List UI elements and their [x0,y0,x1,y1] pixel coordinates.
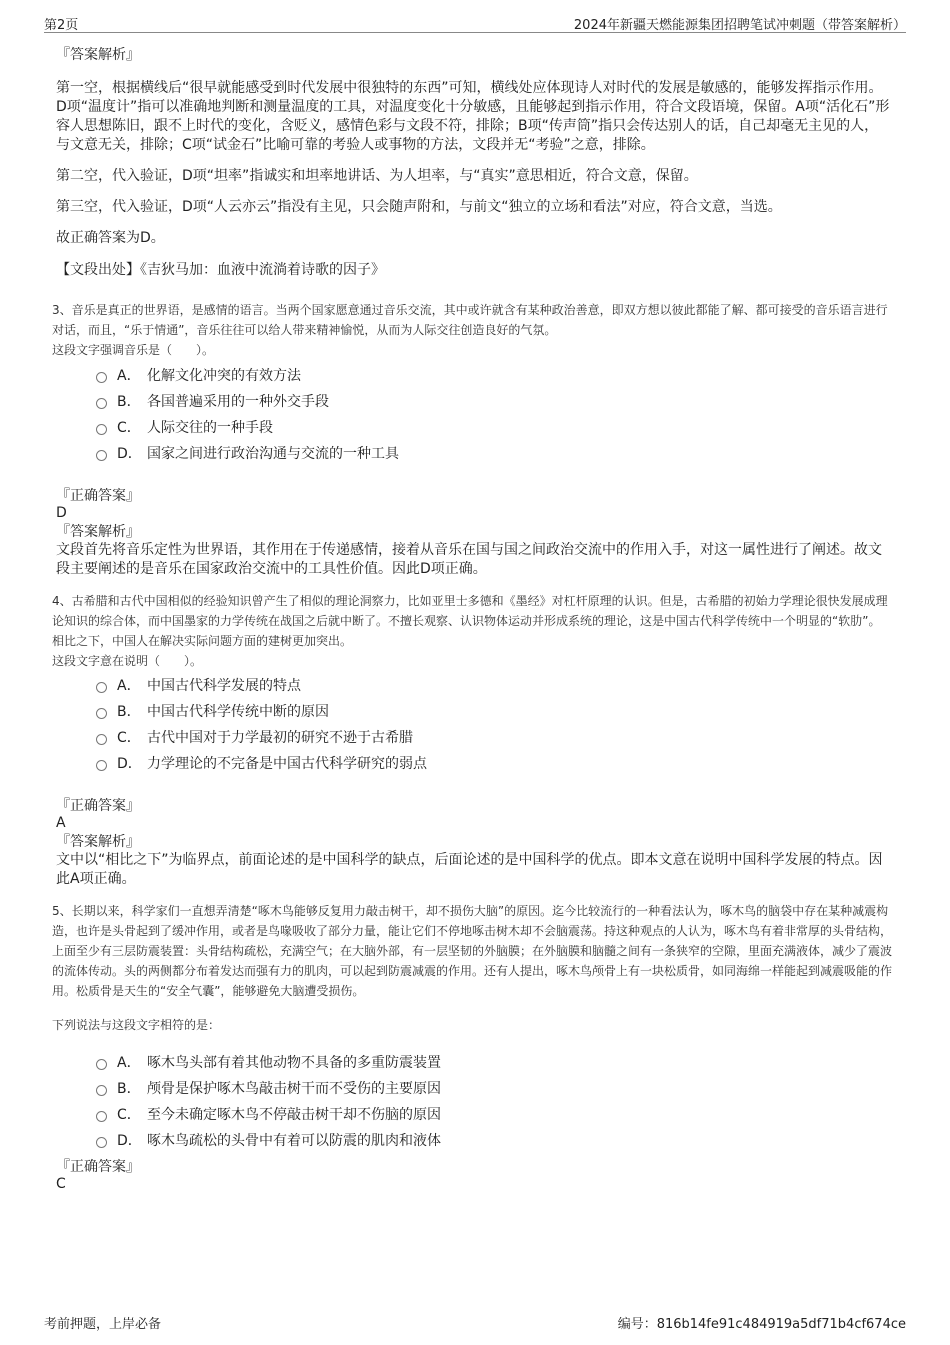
radio-icon[interactable] [96,1059,107,1070]
question-4 [52,591,892,889]
q5-option-d[interactable]: D． 啄木鸟疏松的头骨中有着可以防震的肌肉和液体 [96,1127,892,1153]
radio-icon[interactable] [96,1085,107,1096]
radio-icon[interactable] [96,1111,107,1122]
q5-answer: C [56,1176,66,1192]
q3-answer-tag: 『正确答案』 [56,488,140,504]
q2-source: 【文段出处】《吉狄马加：血液中流淌着诗歌的因子》 [56,262,385,278]
q4-answer: A [56,815,66,831]
main-content [52,46,893,1193]
radio-icon[interactable] [96,760,107,771]
q2-analysis-para3: 第三空，代入验证，D项“人云亦云”指没有主见，只会随声附和，与前文“独立的立场和看法”对应，符合文意，当选。 [56,199,782,215]
q4-answer-tag: 『正确答案』 [56,798,140,814]
radio-icon[interactable] [96,1137,107,1148]
q3-answer: D [56,505,67,521]
q5-option-b[interactable]: B． 颅骨是保护啄木鸟敲击树干而不受伤的主要原因 [96,1075,892,1101]
radio-icon[interactable] [96,372,107,383]
q4-option-d[interactable]: D． 力学理论的不完备是中国古代科学研究的弱点 [96,750,892,776]
q4-option-b[interactable]: B． 中国古代科学传统中断的原因 [96,698,892,724]
q3-options [56,362,892,466]
q2-analysis-tag: 『答案解析』 [56,47,140,63]
q4-analysis: 文中以“相比之下”为临界点，前面论述的是中国科学的缺点，后面论述的是中国科学的优点。即本文意在说明中国科学发展的特点。因此A项正确。 [56,852,883,887]
q5-stem: 5、长期以来，科学家们一直想弄清楚“啄木鸟能够反复用力敲击树干，却不损伤大脑”的原因。迄今比较流行的一种看法认为，啄木鸟的脑袋中存在某种减震构造，也许是头骨起到了缓冲作用，或者是鸟喙吸收了部分力量，能让它们不停地啄击树木却不会脑震荡。持这种观点的人认为，啄木鸟有着非常厚的头骨结构，上面至少有三层防震装置：头骨结构疏松，充满空气；在大脑外部，有一层坚韧的外脑膜；在外脑膜和脑髓之间有一条狭窄的空隙，里面充满液体，减少了震波的流体传动。头的两侧都分布着发达而强有力的肌肉，可以起到防震减震的作用。还有人提出，啄木鸟颅骨上有一块松质骨，如同海绵一样能起到减震吸能的作用。松质骨是天生的“安全气囊”，能够避免大脑遭受损伤。 [52,904,893,998]
q4-option-a[interactable]: A． 中国古代科学发展的特点 [96,672,892,698]
radio-icon[interactable] [96,682,107,693]
radio-icon[interactable] [96,708,107,719]
radio-icon[interactable] [96,734,107,745]
q5-option-c[interactable]: C． 至今未确定啄木鸟不停敲击树干却不伤脑的原因 [96,1101,892,1127]
q4-stem: 4、古希腊和古代中国相似的经验知识曾产生了相似的理论洞察力，比如亚里士多德和《墨经》对杠杆原理的认识。但是，古希腊的初始力学理论很快发展成理论知识的综合体，而中国墨家的力学传统在战国之后就中断了。不擅长观察、认识物体运动并形成系统的理论，这是中国古代科学传统中一个明显的“软肋”。相比之下，中国人在解决实际问题方面的建树更加突出。 [52,594,888,648]
question-5 [52,901,893,1193]
q4-option-c[interactable]: C． 古代中国对于力学最初的研究不逊于古希腊 [96,724,892,750]
q4-analysis-tag: 『答案解析』 [56,834,140,850]
q2-analysis-para2: 第二空，代入验证，D项“坦率”指诚实和坦率地讲话、为人坦率，与“真实”意思相近，符合文意，保留。 [56,168,698,184]
q5-question: 下列说法与这段文字相符的是： [52,1018,221,1032]
page-number: 第2页 [44,18,79,33]
document-id: 编号：816b14fe91c484919a5df71b4cf674ce [617,1317,906,1332]
q3-option-c[interactable]: C． 人际交往的一种手段 [96,414,892,440]
q3-option-a[interactable]: A． 化解文化冲突的有效方法 [96,362,892,388]
q5-options [56,1049,892,1153]
q4-question: 这段文字意在说明（ ）。 [52,654,203,668]
q3-option-d[interactable]: D． 国家之间进行政治沟通与交流的一种工具 [96,440,892,466]
question-3 [52,300,892,579]
q3-analysis: 文段首先将音乐定性为世界语，其作用在于传递感情，接着从音乐在国与国之间政治交流中的作用入手，对这一属性进行了阐述。故文段主要阐述的是音乐在国家政治交流中的工具性价值。因此D项正确。 [56,542,882,577]
q3-question: 这段文字强调音乐是（ ）。 [52,343,215,357]
q3-option-b[interactable]: B． 各国普遍采用的一种外交手段 [96,388,892,414]
radio-icon[interactable] [96,424,107,435]
q5-answer-tag: 『正确答案』 [56,1159,140,1175]
q3-stem: 3、音乐是真正的世界语，是感情的语言。当两个国家愿意通过音乐交流，其中或许就含有某种政治善意，即双方想以彼此都能了解、都可接受的音乐语言进行对话，而且，“乐于情通”，音乐往往可以给人带来精神愉悦，从而为人际交往创造良好的气氛。 [52,303,888,337]
page-header [44,12,906,33]
q2-analysis-para1: 第一空，根据横线后“很早就能感受到时代发展中很独特的东西”可知，横线处应体现诗人对时代的发展是敏感的，能够发挥指示作用。D项“温度计”指可以准确地判断和测量温度的工具，对温度变化十分敏感，且能够起到指示作用，符合文段语境，保留。A项“活化石”形容人思想陈旧，跟不上时代的变化，含贬义，感情色彩与文段不符，排除；B项“传声筒”指只会传达别人的话，自己却毫无主见的人，与文意无关，排除；C项“试金石”比喻可靠的考验人或事物的方法，文段并无“考验”之意，排除。 [56,80,890,153]
q2-analysis-block [56,46,892,280]
q4-options [56,672,892,776]
q2-conclusion: 故正确答案为D。 [56,230,165,246]
radio-icon[interactable] [96,450,107,461]
document-title: 2024年新疆天燃能源集团招聘笔试冲刺题（带答案解析） [573,18,906,33]
q3-analysis-tag: 『答案解析』 [56,524,140,540]
radio-icon[interactable] [96,398,107,409]
footer-slogan: 考前押题，上岸必备 [44,1317,162,1332]
q5-option-a[interactable]: A． 啄木鸟头部有着其他动物不具备的多重防震装置 [96,1049,892,1075]
